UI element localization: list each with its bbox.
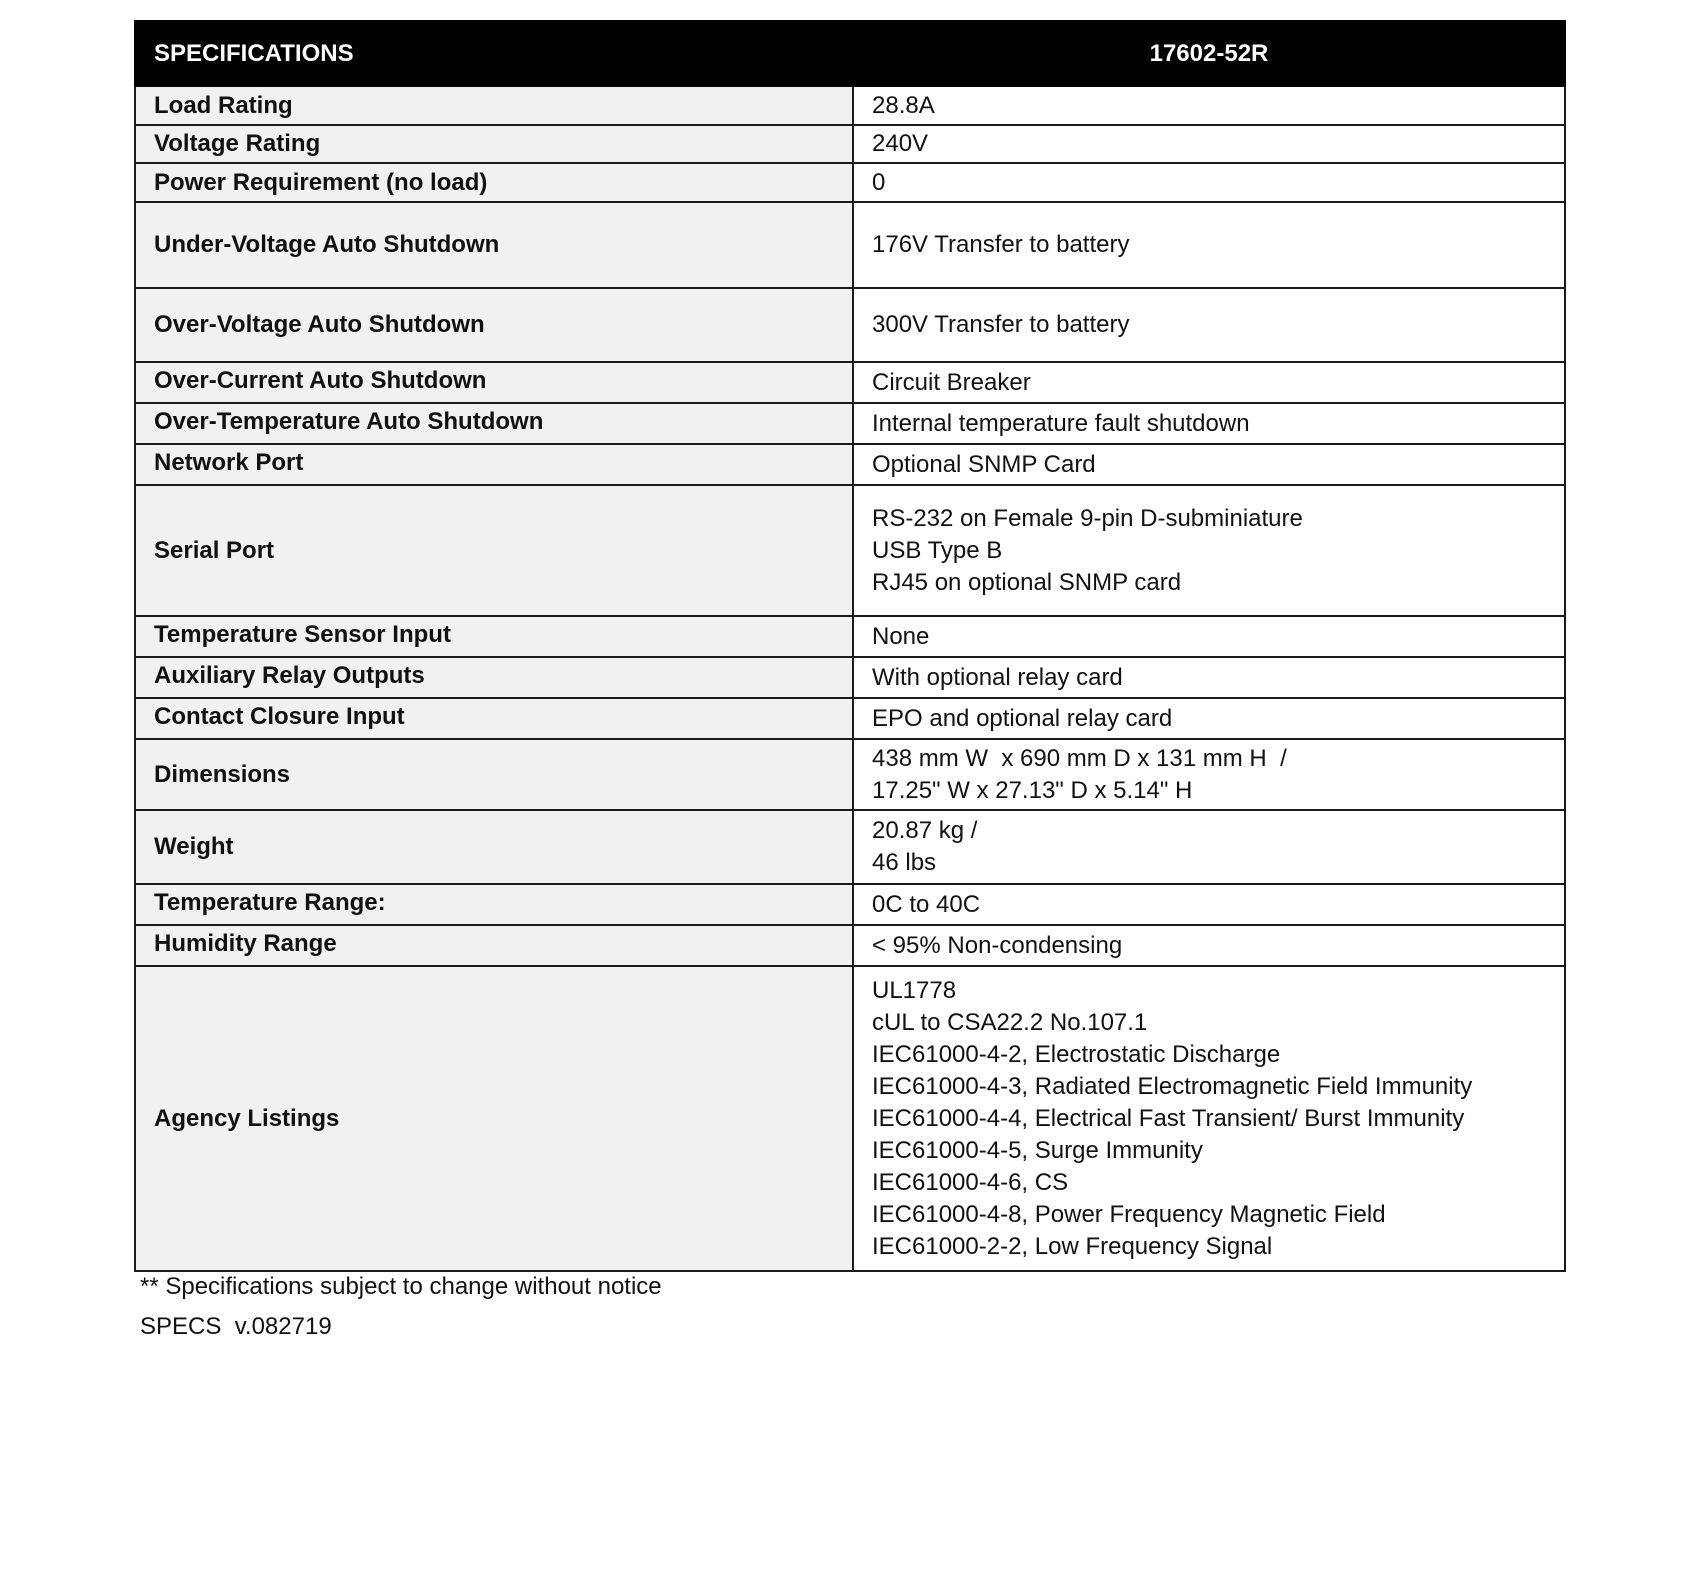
spec-value: None xyxy=(853,616,1565,657)
spec-value: 176V Transfer to battery xyxy=(853,202,1565,288)
spec-row-humidity-range xyxy=(135,925,1565,966)
spec-value: Internal temperature fault shutdown xyxy=(853,403,1565,444)
spec-row-over-current xyxy=(135,362,1565,403)
spec-label: Load Rating xyxy=(135,86,853,125)
spec-row-temperature-sensor xyxy=(135,616,1565,657)
spec-value: 20.87 kg / 46 lbs xyxy=(853,810,1565,884)
spec-row-power-requirement xyxy=(135,163,1565,202)
spec-label: Over-Voltage Auto Shutdown xyxy=(135,288,853,362)
header-specifications: SPECIFICATIONS xyxy=(135,21,853,86)
spec-label: Voltage Rating xyxy=(135,125,853,163)
spec-value: 28.8A xyxy=(853,86,1565,125)
spec-row-dimensions xyxy=(135,739,1565,810)
spec-value: EPO and optional relay card xyxy=(853,698,1565,739)
spec-value: Circuit Breaker xyxy=(853,362,1565,403)
spec-label: Temperature Range: xyxy=(135,884,853,925)
spec-row-network-port xyxy=(135,444,1565,485)
spec-label: Auxiliary Relay Outputs xyxy=(135,657,853,698)
spec-label: Dimensions xyxy=(135,739,853,810)
spec-label: Over-Current Auto Shutdown xyxy=(135,362,853,403)
spec-value: 300V Transfer to battery xyxy=(853,288,1565,362)
spec-label: Contact Closure Input xyxy=(135,698,853,739)
spec-value: RS-232 on Female 9-pin D-subminiature USB Type B RJ45 on optional SNMP card xyxy=(853,485,1565,616)
spec-row-under-voltage xyxy=(135,202,1565,288)
header-row xyxy=(135,21,1565,86)
spec-value: UL1778 cUL to CSA22.2 No.107.1 IEC61000-4-2, Electrostatic Discharge IEC61000-4-3, Radiated Electromagnetic Field Immunity IEC61000-4-4, Electrical Fast Transient/ Burst Immunity IEC61000-4-5, Surge Immunity IEC61000-4-6, CS IEC61000-4-8, Power Frequency Magnetic Field IEC61000-2-2, Low Frequency Signal xyxy=(853,966,1565,1271)
spec-row-voltage-rating xyxy=(135,125,1565,163)
spec-value: With optional relay card xyxy=(853,657,1565,698)
spec-row-load-rating xyxy=(135,86,1565,125)
spec-label: Network Port xyxy=(135,444,853,485)
spec-label: Temperature Sensor Input xyxy=(135,616,853,657)
spec-row-over-voltage xyxy=(135,288,1565,362)
spec-row-auxiliary-relay xyxy=(135,657,1565,698)
spec-label: Under-Voltage Auto Shutdown xyxy=(135,202,853,288)
spec-value: 438 mm W x 690 mm D x 131 mm H / 17.25" W x 27.13" D x 5.14" H xyxy=(853,739,1565,810)
spec-label: Over-Temperature Auto Shutdown xyxy=(135,403,853,444)
spec-row-serial-port xyxy=(135,485,1565,616)
header-model: 17602-52R xyxy=(853,21,1565,86)
spec-table xyxy=(134,20,1566,1272)
spec-row-temperature-range xyxy=(135,884,1565,925)
spec-label: Serial Port xyxy=(135,485,853,616)
spec-value: 240V xyxy=(853,125,1565,163)
spec-value: 0 xyxy=(853,163,1565,202)
spec-label: Humidity Range xyxy=(135,925,853,966)
spec-value: Optional SNMP Card xyxy=(853,444,1565,485)
footnote-disclaimer: ** Specifications subject to change without notice xyxy=(140,1273,662,1300)
spec-row-over-temperature xyxy=(135,403,1565,444)
spec-row-weight xyxy=(135,810,1565,884)
spec-row-contact-closure xyxy=(135,698,1565,739)
footnote-version: SPECS v.082719 xyxy=(140,1313,332,1340)
spec-label: Agency Listings xyxy=(135,966,853,1271)
spec-row-agency-listings xyxy=(135,966,1565,1271)
spec-label: Weight xyxy=(135,810,853,884)
spec-label: Power Requirement (no load) xyxy=(135,163,853,202)
spec-value: < 95% Non-condensing xyxy=(853,925,1565,966)
spec-value: 0C to 40C xyxy=(853,884,1565,925)
